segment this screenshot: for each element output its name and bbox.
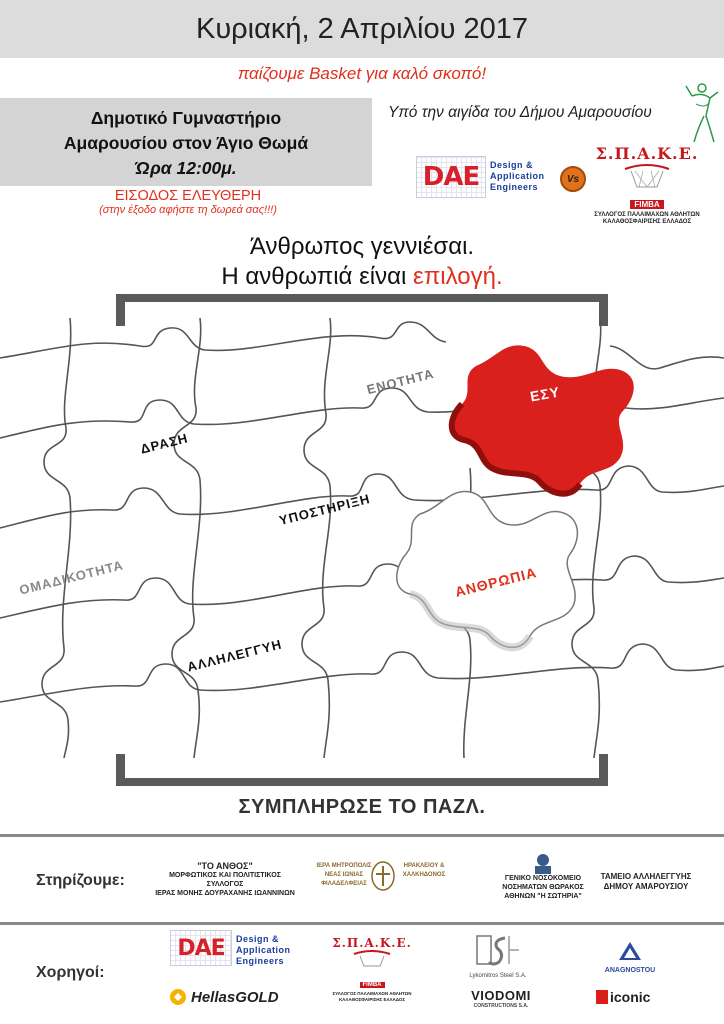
venue-time: Ώρα 12:00μ. xyxy=(135,158,237,178)
sponsor-iconic: iconic xyxy=(596,988,662,1006)
free-entry-notice xyxy=(68,188,308,216)
hellasgold-leaf-icon xyxy=(168,987,188,1007)
sponsor-lykomitros: Lykomitros Steel S.A. xyxy=(462,932,534,978)
support-anthos: "ΤΟ ΑΝΘΟΣ" ΜΟΡΦΩΤΙΚΟΣ ΚΑΙ ΠΟΛΙΤΙΣΤΙΚΟΣ ΣΥΛΛΟΓΟΣ ΙΕΡΑΣ ΜΟΝΗΣ ΔΟΥΡΑΧΑΝΗΣ ΙΩΑΝΝΙΝΩΝ xyxy=(155,861,295,897)
complete-puzzle-text: ΣΥΜΠΛΗΡΩΣΕ ΤΟ ΠΑΖΛ. xyxy=(238,796,486,818)
support-solidarity-fund: ΤΑΜΕΙΟ ΑΛΛΗΛΕΓΓΥΗΣ ΔΗΜΟΥ ΑΜΑΡΟΥΣΙΟΥ xyxy=(600,872,692,891)
divider-top xyxy=(0,834,724,837)
vs-ball-icon: Vs xyxy=(560,166,586,192)
sponsor-hellasgold: HellasGOLD xyxy=(168,986,279,1008)
sponsor-viodomi: VIODOMI CONSTRUCTIONS S.A. xyxy=(471,988,531,1009)
support-metropolis: ΙΕΡΑ ΜΗΤΡΟΠΟΛΙΣ ΝΕΑΣ ΙΩΝΙΑΣ ΦΙΛΑΔΕΛΦΕΙΑΣ ΗΡΑΚΛΕΙΟΥ & ΧΑΛΚΗΔΟΝΟΣ xyxy=(316,858,450,894)
donation-note: (στην έξοδο αφήστε τη δωρεά σας!!!) xyxy=(99,204,277,216)
support-label: Στηρίζουμε: xyxy=(36,872,125,889)
date-banner xyxy=(0,0,724,58)
slogan-line-2: Η ανθρωπιά είναι επιλογή. xyxy=(221,263,503,290)
word-omadikotita: ΟΜΑΔΙΚΟΤΗΤΑ xyxy=(17,557,126,598)
lykomitros-steel-icon xyxy=(475,932,521,968)
dae-logo: DAE xyxy=(416,156,486,198)
frame-top-bar xyxy=(116,294,608,302)
venue-box xyxy=(0,98,372,186)
hospital-portrait-icon xyxy=(530,852,556,874)
dae-wordmark: Design & Application Engineers xyxy=(490,160,545,192)
sponsor-anagnostou: ANAGNOSTOU xyxy=(600,940,660,974)
word-enotita: ΕΝΟΤΗΤΑ xyxy=(365,365,436,398)
cross-emblem-icon xyxy=(370,860,396,892)
tagline: παίζουμε Basket για καλό σκοπό! xyxy=(237,64,487,83)
sponsor-basket-hoop-icon xyxy=(350,950,394,968)
support-sotiria-hospital: ΓΕΝΙΚΟ ΝΟΣΟΚΟΜΕΙΟ ΝΟΣΗΜΑΤΩΝ ΘΩΡΑΚΟΣ ΑΘΗΝΩΝ "Η ΣΩΤΗΡΙΑ" xyxy=(478,852,608,901)
frame-bottom-left-bracket xyxy=(116,754,125,786)
word-esy: ΕΣΥ xyxy=(528,383,562,405)
spake-logo: Σ.Π.Α.Κ.Ε. FIMBA ΣΥΛΛΟΓΟΣ ΠΑΛΑΙΜΑΧΩΝ ΑΘΛΗΤΩΝ ΚΑΛΑΘΟΣΦΑΙΡΙΣΗΣ ΕΛΛΑΔΟΣ xyxy=(594,144,700,225)
auspices-text: Υπό την αιγίδα του Δήμου Αμαρουσίου xyxy=(388,104,652,121)
slogan xyxy=(0,232,724,292)
word-ypostiriksi: ΥΠΟΣΤΗΡΙΞΗ xyxy=(277,490,372,529)
anagnostou-triangle-icon xyxy=(617,940,643,962)
sponsor-dae-logo: DAE xyxy=(170,930,232,966)
venue-line-2: Αμαρουσίου στον Άγιο Θωμά xyxy=(63,133,309,153)
free-entry-text: ΕΙΣΟΔΟΣ ΕΛΕΥΘΕΡΗ xyxy=(114,188,262,204)
sponsor-dae-wordmark: Design & Application Engineers xyxy=(236,934,291,966)
basketball-player-figure-icon xyxy=(682,82,722,144)
puzzle-grid xyxy=(0,318,724,758)
frame-bottom-right-bracket xyxy=(599,754,608,786)
basket-hoop-icon xyxy=(617,163,677,189)
word-drasi: ΔΡΑΣΗ xyxy=(138,430,190,457)
slogan-line-1: Άνθρωπος γεννιέσαι. xyxy=(249,233,475,260)
event-date: Κυριακή, 2 Απριλίου 2017 xyxy=(195,12,529,45)
word-anthropia: ΑΝΘΡΩΠΙΑ xyxy=(453,564,539,600)
puzzle-graphic xyxy=(0,318,724,758)
frame-bottom-bar xyxy=(116,778,608,786)
venue-line-1: Δημοτικό Γυμναστήριο xyxy=(90,108,282,128)
word-allileggyi: ΑΛΛΗΛΕΓΓΥΗ xyxy=(185,636,284,675)
sponsors-label: Χορηγοί: xyxy=(36,964,105,981)
divider-bottom xyxy=(0,922,724,925)
iconic-mark-icon xyxy=(596,990,608,1004)
sponsor-spake-logo: Σ.Π.Α.Κ.Ε. FIMBA ΣΥΛΛΟΓΟΣ ΠΑΛΑΙΜΑΧΩΝ ΑΘΛΗΤΩΝ ΚΑΛΑΘΟΣΦΑΙΡΙΣΗΣ ΕΛΛΑΔΟΣ xyxy=(332,936,412,1002)
